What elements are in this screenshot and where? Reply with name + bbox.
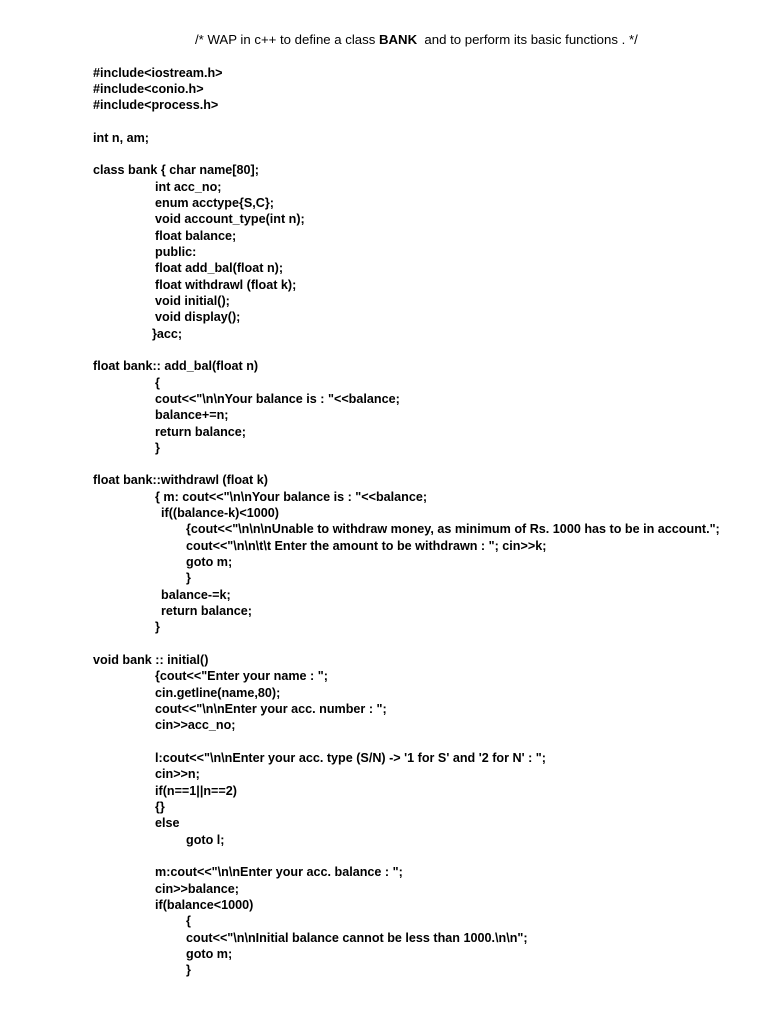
code-line: if(balance<1000) <box>155 898 254 912</box>
code-line: cout<<"\n\nEnter your acc. number : "; <box>155 702 387 716</box>
title-suffix: and to perform its basic functions . */ <box>417 32 638 47</box>
code-line: cin>>balance; <box>155 882 239 896</box>
code-line: float bank:: add_bal(float n) <box>93 359 259 373</box>
code-line: float withdrawl (float k); <box>155 278 297 292</box>
code-line: #include<iostream.h> <box>93 66 223 80</box>
code-line: balance-=k; <box>161 588 231 602</box>
code-line: {} <box>155 800 165 814</box>
code-line: l:cout<<"\n\nEnter your acc. type (S/N) -> '1 for S' and '2 for N' : "; <box>155 751 546 765</box>
code-line: } <box>186 963 191 977</box>
code-line: #include<process.h> <box>93 98 219 112</box>
code-line: { <box>186 914 191 928</box>
code-line: { m: cout<<"\n\nYour balance is : "<<balance; <box>155 490 428 504</box>
document-title <box>195 31 638 49</box>
code-line: float bank::withdrawl (float k) <box>93 473 268 487</box>
code-line: void account_type(int n); <box>155 212 305 226</box>
code-line: {cout<<"Enter your name : "; <box>155 669 328 683</box>
code-line: cin>>n; <box>155 767 200 781</box>
code-line: float add_bal(float n); <box>155 261 284 275</box>
code-line: cin.getline(name,80); <box>155 686 281 700</box>
code-line: class bank { char name[80]; <box>93 163 259 177</box>
code-line: } <box>155 620 160 634</box>
code-line: int n, am; <box>93 131 149 145</box>
code-line: enum acctype{S,C}; <box>155 196 274 210</box>
code-line: #include<conio.h> <box>93 82 204 96</box>
code-line: goto m; <box>186 947 233 961</box>
code-line: int acc_no; <box>155 180 222 194</box>
code-line: if((balance-k)<1000) <box>161 506 279 520</box>
code-line: void initial(); <box>155 294 230 308</box>
code-line: goto m; <box>186 555 233 569</box>
code-line: cout<<"\n\n\t\t Enter the amount to be withdrawn : "; cin>>k; <box>186 539 547 553</box>
code-line: return balance; <box>155 425 246 439</box>
code-line: goto l; <box>186 833 225 847</box>
code-line: }acc; <box>152 327 183 341</box>
code-line: m:cout<<"\n\nEnter your acc. balance : "; <box>155 865 403 879</box>
code-line: void bank :: initial() <box>93 653 209 667</box>
code-line: public: <box>155 245 197 259</box>
code-line: } <box>155 441 160 455</box>
code-line: float balance; <box>155 229 237 243</box>
code-line: else <box>155 816 180 830</box>
code-line: balance+=n; <box>155 408 229 422</box>
code-line: cout<<"\n\nYour balance is : "<<balance; <box>155 392 400 406</box>
code-line: } <box>186 571 191 585</box>
code-line: return balance; <box>161 604 252 618</box>
code-line: void display(); <box>155 310 241 324</box>
code-line: cout<<"\n\nInitial balance cannot be less than 1000.\n\n"; <box>186 931 528 945</box>
code-line: if(n==1||n==2) <box>155 784 237 798</box>
code-line: cin>>acc_no; <box>155 718 236 732</box>
code-line: { <box>155 376 160 390</box>
title-bold-word: BANK <box>379 32 418 47</box>
code-line: {cout<<"\n\n\nUnable to withdraw money, as minimum of Rs. 1000 has to be in account."; <box>186 522 720 536</box>
title-prefix: /* WAP in c++ to define a class <box>195 32 379 47</box>
